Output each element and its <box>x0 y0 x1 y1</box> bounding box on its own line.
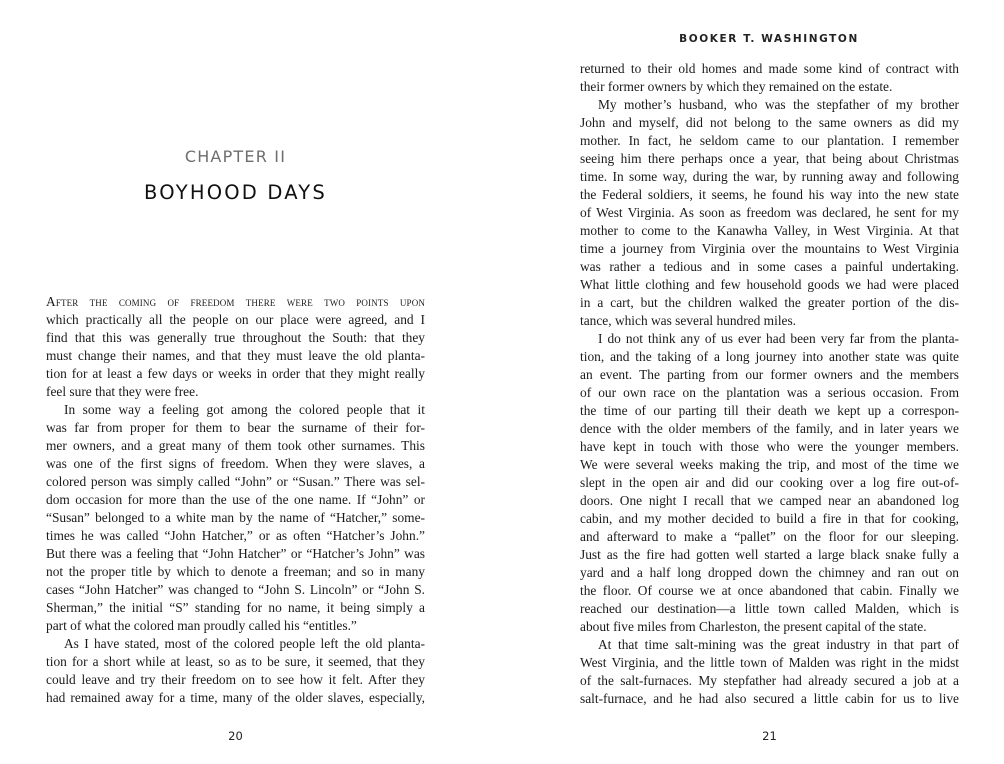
chapter-title: BOYHOOD DAYS <box>144 181 327 204</box>
text-line: West Virginia, and the little town of Malden was right in the midst <box>580 655 959 670</box>
text-line: mer owners, and a great many of them took other surnames. This <box>46 438 425 453</box>
text-line: an event. The parting from our former owners and the members <box>580 367 959 382</box>
text-line: was one of the first signs of freedom. When they were slaves, a <box>46 456 425 471</box>
text-line: doors. One night I recall that we camped near an abandoned log <box>580 493 959 508</box>
text-line: tion for at least a few days or weeks in order that they might really <box>46 366 425 381</box>
text-line: colored person was simply called “John” or “Susan.” There was sel- <box>46 474 425 489</box>
text-line: time. In some way, during the war, by running away and following <box>580 169 959 184</box>
text-line: of our own race on the plantation was a serious occasion. From <box>580 385 959 400</box>
text-line: the time of our parting till their death we kept up a correspon- <box>580 403 959 418</box>
text-line: dom occasion for more than the use of the one name. If “John” or <box>46 492 425 507</box>
text-line: returned to their old homes and made some kind of contract with <box>580 61 959 76</box>
page-number: 20 <box>228 729 243 743</box>
chapter-label: CHAPTER II <box>184 147 287 166</box>
text-line: find that this was generally true throughout the South: that they <box>46 330 425 345</box>
text-line: feel sure that they were free. <box>46 384 199 399</box>
running-head: BOOKER T. WASHINGTON <box>679 33 859 45</box>
text-line: have kept in touch with those who were the younger members. <box>580 439 959 454</box>
text-line: was rather a tedious and in some cases a painful undertaking. <box>580 259 959 274</box>
text-line: Sherman,” the initial “S” standing for no name, it being simply a <box>46 600 425 615</box>
text-line: yard and a half long dropped down the chimney and ran out on <box>580 565 959 580</box>
text-line: salt-furnace, and he had also secured a little cabin for us to live <box>580 691 959 706</box>
text-line: of the salt-furnaces. My stepfather had already secured a job at a <box>580 673 959 688</box>
text-line: slept in the open air and did our cooking over a log fire out-of- <box>580 475 959 490</box>
text-line: tance, which was several hundred miles. <box>580 313 797 328</box>
text-line: cases “John Hatcher” was changed to “John S. Lincoln” or “John S. <box>46 582 425 597</box>
right-body-text <box>580 60 959 708</box>
text-line: Just as the fire had gotten well started a large black snake fully a <box>580 547 959 562</box>
text-line: John and myself, did not belong to the same owners as did my <box>580 115 959 130</box>
left-page <box>0 0 470 764</box>
text-line: times he was called “John Hatcher,” or as often “Hatcher’s John.” <box>46 528 425 543</box>
text-line: We were several weeks making the trip, and most of the time we <box>580 457 959 472</box>
right-page <box>534 0 1004 764</box>
text-line: mother to come to the Kanawha Valley, in West Virginia. At that <box>580 223 959 238</box>
text-line: mother. In fact, he seldom came to our plantation. I remember <box>580 133 959 148</box>
text-line: reached our destination—a little town called Malden, which is <box>580 601 959 616</box>
text-line: My mother’s husband, who was the stepfather of my brother <box>598 97 959 112</box>
text-line: of West Virginia. As soon as freedom was declared, he sent for my <box>580 205 959 220</box>
page-number: 21 <box>762 729 777 743</box>
text-line: “Susan” belonged to a white man by the name of “Hatcher,” some- <box>46 510 425 525</box>
text-line: time a journey from Virginia over the mountains to West Virginia <box>580 241 959 256</box>
text-line: part of what the colored man proudly called his “entitles.” <box>46 618 357 633</box>
text-line: had remained away for a time, many of the older slaves, especially, <box>46 690 425 705</box>
text-line: cabin, and my mother decided to build a fire in that for cooking, <box>580 511 959 526</box>
text-line: dence with the older members of the family, and in later years we <box>580 421 959 436</box>
text-line: could leave and try their freedom on to see how it felt. After they <box>46 672 425 687</box>
left-body-text <box>46 293 425 707</box>
text-line: But there was a feeling that “John Hatcher” or “Hatcher’s John” was <box>46 546 425 561</box>
text-line: about five miles from Charleston, the present capital of the state. <box>580 619 927 634</box>
text-line: seeing him there perhaps once a year, that being about Christmas <box>580 151 959 166</box>
text-line: In some way a feeling got among the colored people that it <box>64 402 425 417</box>
opening-line: After the coming of freedom there were two points upon <box>46 294 425 309</box>
text-line: the floor. Of course we at once abandoned that cabin. Finally we <box>580 583 959 598</box>
text-line: What little clothing and few household goods we had were placed <box>580 277 959 292</box>
text-line: tion for a short while at least, so as to be sure, it seemed, that they <box>46 654 425 669</box>
text-line: their former owners by which they remained on the estate. <box>580 79 893 94</box>
text-line: At that time salt-mining was the great industry in that part of <box>598 637 959 652</box>
text-line: was far from proper for them to bear the surname of their for- <box>46 420 425 435</box>
text-line: I do not think any of us ever had been very far from the planta- <box>598 331 959 346</box>
text-line: which practically all the people on our place were agreed, and I <box>46 312 425 327</box>
text-line: As I have stated, most of the colored people left the old planta- <box>64 636 425 651</box>
text-line: tion, and the taking of a long journey into another state was quite <box>580 349 959 364</box>
text-line: in a cart, but the children walked the greater portion of the dis- <box>580 295 959 310</box>
text-line: the Federal soldiers, it seems, he found his way into the new state <box>580 187 959 202</box>
text-line: must change their names, and that they must leave the old planta- <box>46 348 425 363</box>
text-line: and afterward to make a “pallet” on the floor for our sleeping. <box>580 529 959 544</box>
text-line: not the proper title by which to denote a freeman; and so in many <box>46 564 425 579</box>
